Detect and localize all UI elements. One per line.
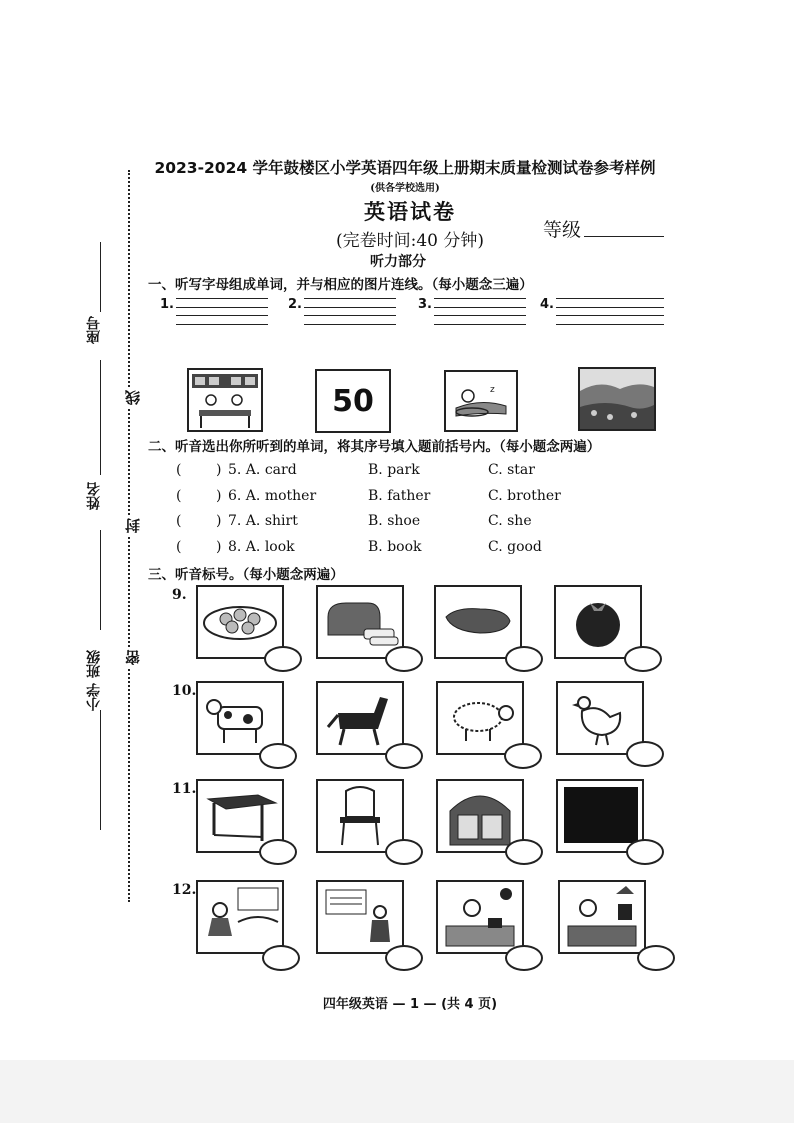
tomato-icon[interactable] bbox=[554, 585, 642, 659]
option-a: 7. A. shirt bbox=[228, 513, 298, 529]
classroom-picture[interactable] bbox=[187, 368, 263, 432]
answer-oval[interactable] bbox=[264, 646, 302, 672]
playground-icon[interactable] bbox=[316, 880, 404, 954]
answer-oval[interactable] bbox=[505, 646, 543, 672]
name-blank-line bbox=[100, 360, 101, 475]
exam-title: 英语试卷 bbox=[364, 200, 456, 224]
number-50-text: 50 bbox=[332, 383, 374, 419]
write-number-1: 1. bbox=[160, 297, 174, 312]
row-number-12: 12. bbox=[172, 882, 197, 898]
answer-oval[interactable] bbox=[385, 743, 423, 769]
answer-bracket-open[interactable]: ( bbox=[176, 462, 182, 478]
exam-time: (完卷时间:40 分钟) bbox=[335, 231, 485, 251]
answer-bracket-close: ) bbox=[216, 513, 222, 529]
row-number-10: 10. bbox=[172, 683, 197, 699]
seal-seal-char: 封 bbox=[124, 518, 142, 533]
answer-bracket-open[interactable]: ( bbox=[176, 513, 182, 529]
answer-oval[interactable] bbox=[626, 839, 664, 865]
farm-picture[interactable] bbox=[578, 367, 656, 431]
name-label: 姓名 bbox=[86, 482, 102, 510]
option-b: B. book bbox=[368, 539, 422, 555]
answer-oval[interactable] bbox=[385, 945, 423, 971]
option-b: B. father bbox=[368, 488, 431, 504]
option-a: 6. A. mother bbox=[228, 488, 317, 504]
seal-secret-char: 密 bbox=[124, 650, 142, 665]
answer-oval[interactable] bbox=[385, 839, 423, 865]
page-bottom-band bbox=[0, 1060, 794, 1123]
answer-oval[interactable] bbox=[504, 743, 542, 769]
answer-oval[interactable] bbox=[259, 743, 297, 769]
write-number-4: 4. bbox=[540, 297, 554, 312]
sleeping-picture[interactable] bbox=[444, 370, 518, 432]
answer-oval[interactable] bbox=[505, 839, 543, 865]
class-blank-line bbox=[100, 530, 101, 630]
sheep-icon[interactable] bbox=[436, 681, 524, 755]
option-b: B. shoe bbox=[368, 513, 421, 529]
answer-bracket-close: ) bbox=[216, 539, 222, 555]
option-c: C. good bbox=[488, 539, 542, 555]
write-number-2: 2. bbox=[288, 297, 302, 312]
option-c: C. she bbox=[488, 513, 532, 529]
get-up-icon[interactable] bbox=[436, 880, 524, 954]
answer-oval[interactable] bbox=[259, 839, 297, 865]
section3-heading: 三、听音标号。（每小题念两遍） bbox=[148, 567, 344, 583]
row-number-9: 9. bbox=[172, 587, 187, 603]
grade-blank-line[interactable] bbox=[584, 236, 664, 237]
seat-blank-line bbox=[100, 242, 101, 312]
answer-oval[interactable] bbox=[624, 646, 662, 672]
bread-icon[interactable] bbox=[316, 585, 404, 659]
answer-bracket-close: ) bbox=[216, 488, 222, 504]
go-to-school-icon[interactable] bbox=[196, 880, 284, 954]
option-a: 8. A. look bbox=[228, 539, 295, 555]
class-label: 小学 班级 bbox=[86, 650, 102, 711]
exam-subtitle: (供各学校选用) bbox=[370, 183, 440, 194]
answer-oval[interactable] bbox=[505, 945, 543, 971]
grade-label: 等级 bbox=[543, 219, 582, 241]
school-blank-line bbox=[100, 710, 101, 830]
write-number-3: 3. bbox=[418, 297, 432, 312]
option-c: C. brother bbox=[488, 488, 561, 504]
answer-bracket-close: ) bbox=[216, 462, 222, 478]
part-label: 听力部分 bbox=[370, 254, 426, 270]
exam-series-title: 2023-2024 学年鼓楼区小学英语四年级上册期末质量检测试卷参考样例 bbox=[154, 159, 656, 177]
answer-oval[interactable] bbox=[262, 945, 300, 971]
section1-heading: 一、听写字母组成单词，并与相应的图片连线。（每小题念三遍） bbox=[148, 277, 533, 293]
answer-oval[interactable] bbox=[637, 945, 675, 971]
section2-heading: 二、听音选出你所听到的单词，将其序号填入题前括号内。（每小题念两遍） bbox=[148, 439, 601, 455]
seat-label: 座号 bbox=[86, 316, 102, 344]
potato-icon[interactable] bbox=[434, 585, 522, 659]
row-number-11: 11. bbox=[172, 781, 197, 797]
answer-bracket-open[interactable]: ( bbox=[176, 488, 182, 504]
number-50-picture[interactable] bbox=[315, 369, 391, 433]
option-c: C. star bbox=[488, 462, 535, 478]
seal-line-char: 线 bbox=[124, 390, 142, 405]
horse-icon[interactable] bbox=[316, 681, 404, 755]
answer-bracket-open[interactable]: ( bbox=[176, 539, 182, 555]
svg-text:z: z bbox=[490, 385, 495, 395]
answer-oval[interactable] bbox=[626, 741, 664, 767]
page-footer: 四年级英语 — 1 — (共 4 页) bbox=[322, 997, 498, 1012]
option-a: 5. A. card bbox=[228, 462, 297, 478]
go-to-bed-icon[interactable] bbox=[558, 880, 646, 954]
answer-oval[interactable] bbox=[385, 646, 423, 672]
binding-dotted-line bbox=[128, 170, 130, 902]
option-b: B. park bbox=[368, 462, 420, 478]
